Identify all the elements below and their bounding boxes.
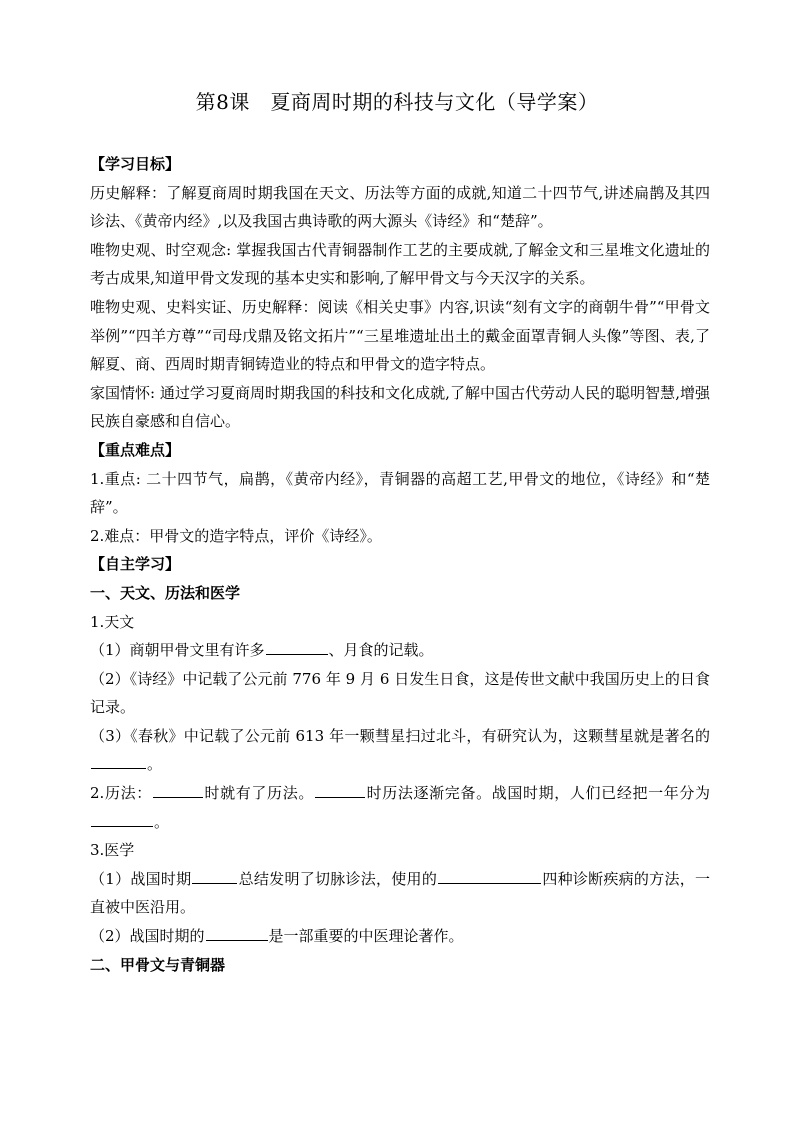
medicine-question-2 [90, 922, 710, 951]
question-text: 。 [154, 812, 170, 831]
question-text: 。 [147, 755, 163, 774]
fill-in-blank[interactable] [438, 868, 541, 884]
fill-in-blank[interactable] [192, 868, 237, 884]
key-point: 2.难点：甲骨文的造字特点，评价《诗经》。 [90, 526, 382, 545]
question-2: （2）《诗经》中记载了公元前 776 年 9 月 6 日发生日食，这是传世文献中我国历史上的日食记录。 [90, 669, 710, 717]
question-text: 是一部重要的中医理论著作。 [268, 927, 464, 946]
medicine-question-1 [90, 865, 710, 922]
objective-paragraph: 历史解释：了解夏商周时期我国在天文、历法等方面的成就,知道二十四节气,讲述扁鹊及其四诊法、《黄帝内经》,以及我国古典诗歌的两大源头《诗经》和“楚辞”。 [90, 183, 710, 231]
question-1 [90, 636, 710, 665]
question-text: 四种诊断疾病的方法，一直被中医沿用。 [90, 869, 710, 917]
part2-heading: 二、甲骨文与青铜器 [90, 955, 226, 974]
key-point: 1.重点: 二十四节气，扁鹊，《黄帝内经》，青铜器的高超工艺,甲骨文的地位，《诗经》和“楚辞”。 [90, 469, 710, 517]
fill-in-blank[interactable] [315, 782, 365, 798]
part1-heading: 一、天文、历法和医学 [90, 583, 241, 602]
page-title: 第8课 夏商周时期的科技与文化（导学案） [195, 90, 599, 114]
fill-in-blank[interactable] [153, 782, 203, 798]
question-text: 总结发明了切脉诊法，使用的 [238, 869, 438, 888]
question-text: （1）商朝甲骨文里有许多 [90, 641, 265, 660]
question-text: （3）《春秋》中记载了公元前 613 年一颗彗星扫过北斗，有研究认为，这颗彗星就是著名的 [90, 726, 710, 745]
medicine-label: 3.医学 [90, 841, 135, 860]
key-points-heading: 【重点难点】 [90, 440, 181, 459]
objectives-heading: 【学习目标】 [90, 155, 181, 173]
fill-in-blank[interactable] [206, 925, 268, 941]
astronomy-label: 1.天文 [90, 612, 135, 631]
question-3 [90, 722, 710, 779]
question-text: 时就有了历法。 [203, 784, 314, 803]
question-text: 2.历法： [90, 784, 152, 803]
objective-paragraph: 唯物史观、史料实证、历史解释：阅读《相关史事》内容,识读“刻有文字的商朝牛骨”“甲骨文举例”“四羊方尊”“司母戊鼎及铭文拓片”“三星堆遗址出土的戴金面罩青铜人头像”等图、表,了解夏、商、西周时期青铜铸造业的特点和甲骨文的造字特点。 [90, 297, 710, 374]
question-text: （1）战国时期 [90, 869, 192, 888]
calendar-question [90, 779, 710, 836]
objective-paragraph: 家国情怀: 通过学习夏商周时期我国的科技和文化成就,了解中国古代劳动人民的聪明智慧,增强民族自豪感和自信心。 [90, 383, 710, 431]
question-text: （2）战国时期的 [90, 927, 205, 946]
question-text: 、月食的记载。 [328, 641, 434, 660]
fill-in-blank[interactable] [91, 811, 153, 827]
question-text: 时历法逐渐完备。战国时期，人们已经把一年分为 [365, 784, 710, 803]
fill-in-blank[interactable] [266, 639, 328, 655]
self-study-heading: 【自主学习】 [90, 555, 181, 574]
document-body [90, 150, 710, 979]
fill-in-blank[interactable] [91, 753, 146, 769]
objective-paragraph: 唯物史观、时空观念: 掌握我国古代青铜器制作工艺的主要成就,了解金文和三星堆文化遗址的考古成果,知道甲骨文发现的基本史实和影响,了解甲骨文与今天汉字的关系。 [90, 240, 710, 288]
